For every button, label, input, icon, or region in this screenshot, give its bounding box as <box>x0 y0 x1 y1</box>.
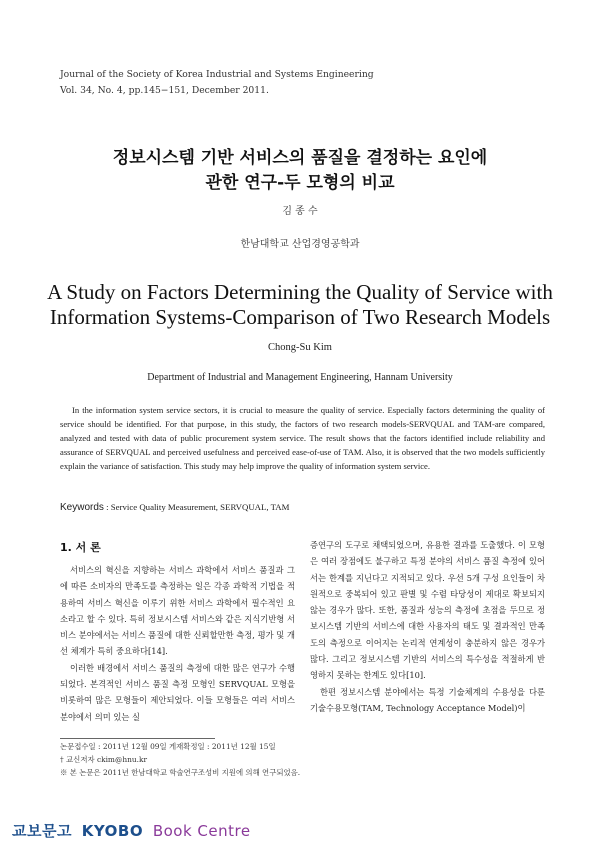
korean-affiliation: 한남대학교 산업경영공학과 <box>240 239 360 250</box>
keywords-text: : Service Quality Measurement, SERVQUAL, TAM <box>103 502 290 512</box>
keywords-label: Keywords <box>60 502 104 513</box>
right-column <box>310 537 545 716</box>
english-title <box>0 280 600 330</box>
korean-author: 김 종 수 <box>282 206 318 217</box>
footnote-divider <box>60 738 215 739</box>
abstract: In the information system service sectors, it is crucial to measure the quality of service. Especially factors determining the quality of service should be identified. For that purpose, in this study, the factors of two research models-SERVQUAL and TAM-are compared, analyzed and tested with data of public procurement system service. The result shows that the factors identified include reliability and assurance of SERVQUAL and perceived usefulness and perceived ease-of-use of TAM. Also, it is observed that the two models sufficiently explain the variance of satisfaction. This study may help improve the quality of information system service. <box>60 405 545 471</box>
paragraph: 한편 정보시스템 분야에서는 특정 기술체계의 수용성을 다룬 기술수용모형(TAM, Technology Acceptance Model)이 <box>310 686 545 713</box>
footnote-corresponding: † 교신저자 ckim@hnu.kr <box>60 755 147 764</box>
english-author: Chong-Su Kim <box>268 342 332 353</box>
english-title-line2: Information Systems-Comparison of Two Research Models <box>49 305 551 329</box>
footnote-funding: ※ 본 논문은 2011년 한남대학교 학술연구조성비 지원에 의해 연구되었음. <box>60 768 301 777</box>
journal-citation: Vol. 34, No. 4, pp.145−151, December 2011. <box>60 85 269 96</box>
paragraph: 서비스의 혁신을 지향하는 서비스 과학에서 서비스 품질과 그에 따른 소비자의 만족도를 측정하는 일은 각종 과학적 기법을 적용하여 서비스 혁신을 이루기 위한 서비스 과학에서 필수적인 요소라고 할 수 있다. 특히 정보시스템 서비스와 같은 지식기반형 서비스 분야에서는 서비스 품질에 대한 신뢰할만한 측정, 평가 및 개선 체계가 특히 중요하다[14]. <box>60 565 295 657</box>
left-column <box>60 562 295 725</box>
paragraph: 이러한 배경에서 서비스 품질의 측정에 대한 많은 연구가 수행되었다. 본격적인 서비스 품질 측정 모형인 SERVQUAL 모형을 비롯하여 많은 모형들이 제안되었다. 이들 모형들은 여러 서비스 분야에서 의미 있는 실 <box>60 662 295 722</box>
journal-name: Journal of the Society of Korea Industrial and Systems Engineering <box>60 69 374 80</box>
kyobo-logo <box>12 820 251 841</box>
logo-english: KYOBO <box>81 822 144 840</box>
journal-header <box>60 67 374 99</box>
keywords <box>60 502 289 513</box>
english-title-line1: A Study on Factors Determining the Quality of Service with <box>47 280 553 304</box>
section-heading: 1. 서 론 <box>60 541 101 554</box>
paragraph: 증연구의 도구로 채택되었으며, 유용한 결과를 도출했다. 이 모형은 여러 장점에도 불구하고 특정 분야의 서비스 품질 측정에 있어서는 한계를 지닌다고 지적되고 있다. 우선 5개 구성 요인들이 차원적으로 중복되어 있고 판별 및 수렴 타당성이 제대로 확보되지 않는 경우가 많다. 또한, 품질과 성능의 측정에 초점을 두므로 정보시스템 기반의 서비스에 대한 사용자의 태도 및 결과적인 만족도의 측정으로 이어지는 논리적 연계성이 충분하지 않은 경우가 많다. 그리고 정보시스템 기반의 서비스의 특수성을 적절하게 반영하지 못하는 한계도 있다[10]. <box>310 540 545 681</box>
logo-suffix: Book Centre <box>152 822 251 840</box>
korean-title-line1: 정보시스템 기반 서비스의 품질을 결정하는 요인에 <box>112 148 488 168</box>
logo-korean: 교보문고 <box>12 822 72 840</box>
korean-title <box>0 146 600 196</box>
english-affiliation: Department of Industrial and Management Engineering, Hannam University <box>147 372 453 383</box>
korean-title-line2: 관한 연구-두 모형의 비교 <box>205 173 395 193</box>
footnote-dates: 논문접수일 : 2011년 12월 09일 게재확정일 : 2011년 12월 15일 <box>60 742 276 751</box>
footnotes <box>60 740 480 779</box>
